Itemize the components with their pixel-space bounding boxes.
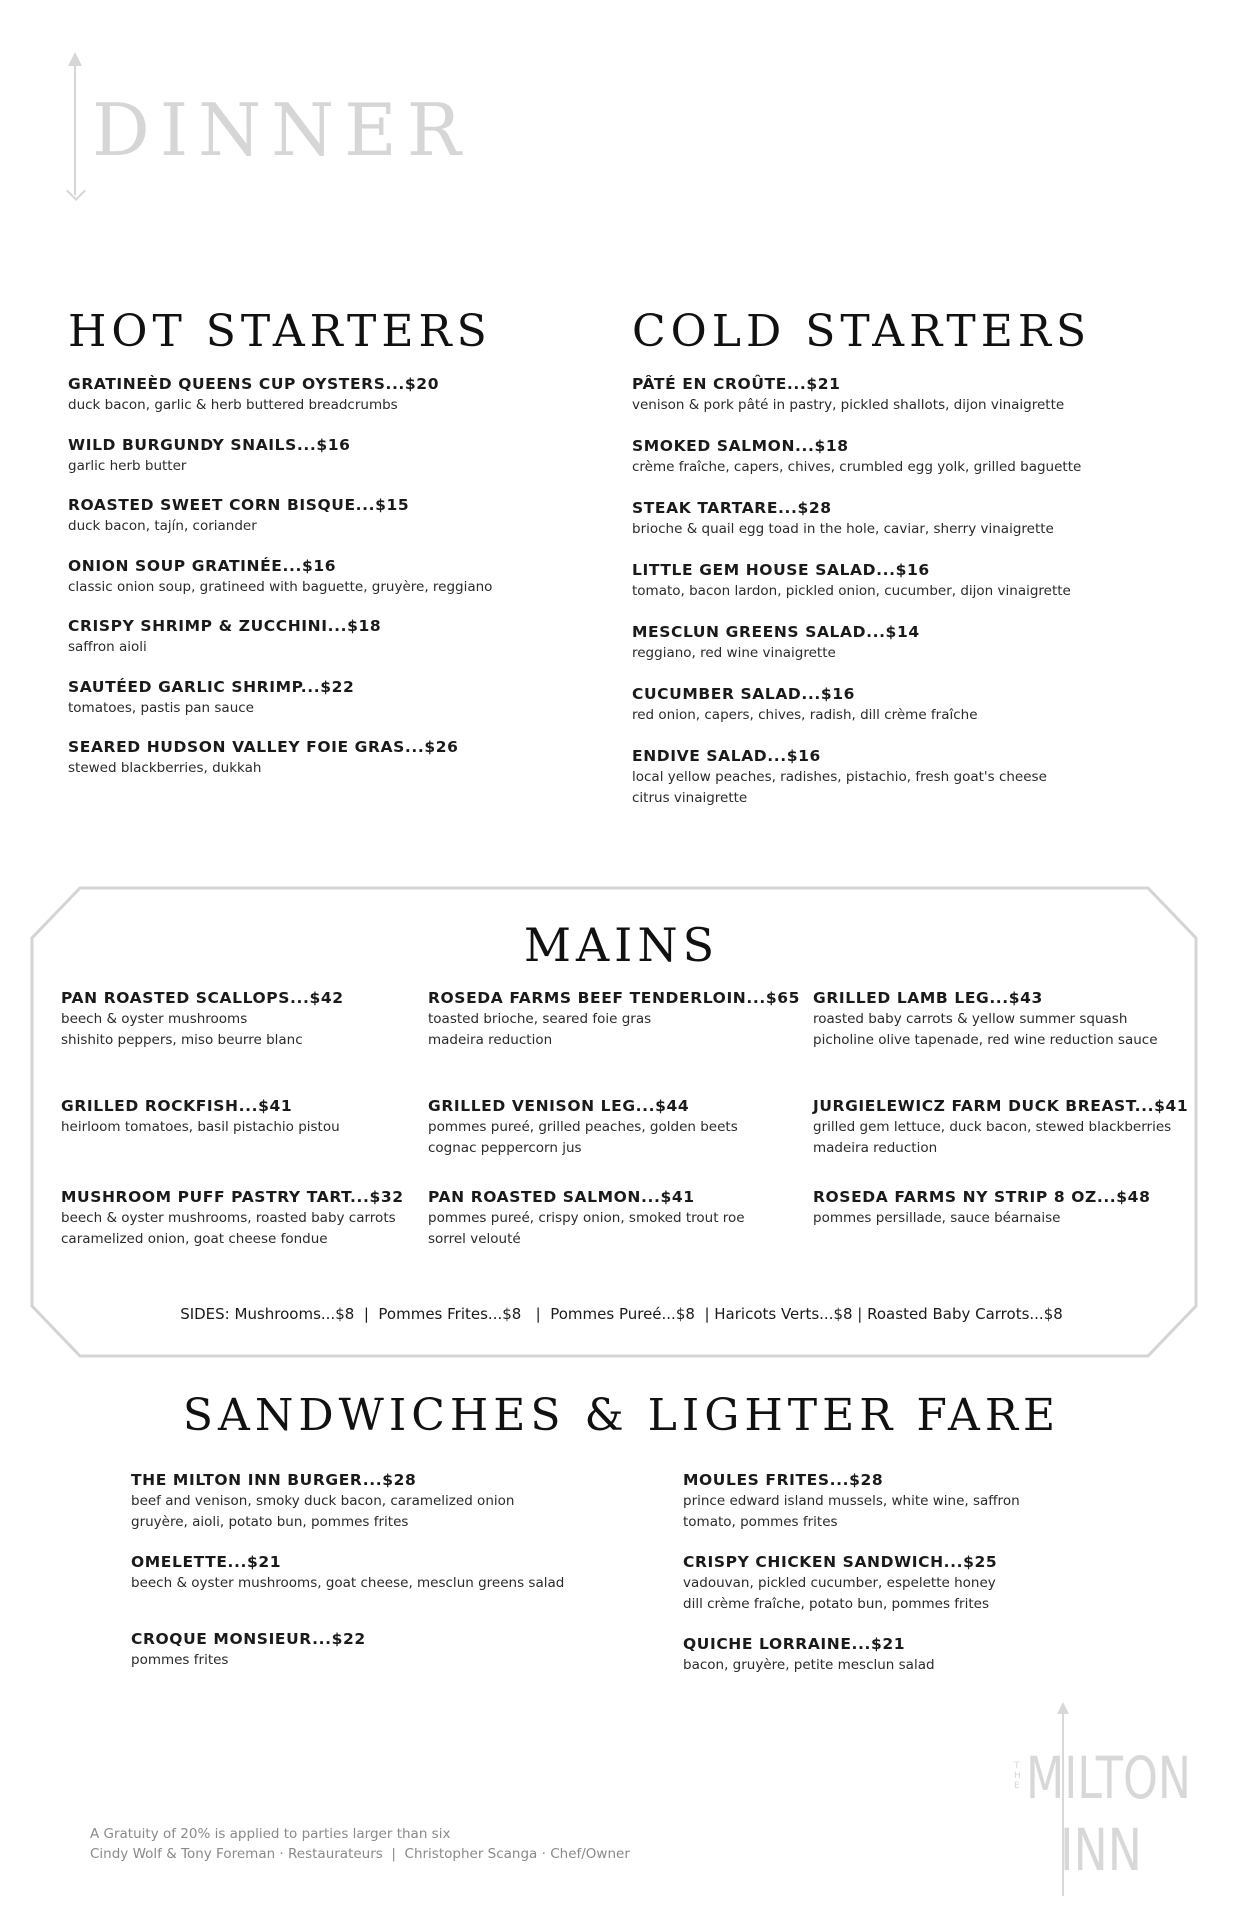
item-desc: heirloom tomatoes, basil pistachio pistou <box>61 1119 340 1135</box>
menu-item <box>68 677 354 719</box>
item-desc: beech & oyster mushrooms <box>61 1011 248 1027</box>
item-name: CRISPY CHICKEN SANDWICH...$25 <box>683 1553 998 1571</box>
item-desc: pommes pureé, grilled peaches, golden beets <box>428 1119 738 1135</box>
credits-line: Cindy Wolf & Tony Foreman · Restaurateurs | Christopher Scanga · Chef/Owner <box>90 1846 630 1862</box>
item-desc: crème fraîche, capers, chives, crumbled egg yolk, grilled baguette <box>632 459 1082 475</box>
item-desc: sorrel velouté <box>428 1231 521 1247</box>
item-desc: toasted brioche, seared foie gras <box>428 1011 652 1027</box>
menu-item <box>632 622 920 664</box>
item-desc: beech & oyster mushrooms, goat cheese, mesclun greens salad <box>131 1575 565 1591</box>
item-name: GRATINEÈD QUEENS CUP OYSTERS...$20 <box>68 375 440 393</box>
menu-item <box>428 1096 738 1159</box>
menu-item <box>68 556 492 598</box>
item-desc: beef and venison, smoky duck bacon, caramelized onion <box>131 1493 515 1509</box>
item-name: PÂTÉ EN CROÛTE...$21 <box>632 375 841 393</box>
gratuity-note: A Gratuity of 20% is applied to parties larger than six <box>90 1826 451 1842</box>
logo-the-text-h: H <box>1014 1771 1021 1781</box>
item-desc: shishito peppers, miso beurre blanc <box>61 1032 303 1048</box>
logo-the-text-e: E <box>1014 1781 1020 1791</box>
menu-item <box>632 684 978 726</box>
menu-item <box>683 1552 997 1615</box>
menu-item <box>131 1629 366 1671</box>
item-desc: tomatoes, pastis pan sauce <box>68 700 254 716</box>
item-desc: venison & pork pâté in pastry, pickled shallots, dijon vinaigrette <box>632 397 1065 413</box>
menu-item <box>632 436 1081 478</box>
sides-line: SIDES: Mushrooms...$8 | Pommes Frites...$8 | Pommes Pureé...$8 | Haricots Verts...$8 | Roasted Baby Carrots...$8 <box>180 1305 1063 1323</box>
item-name: GRILLED VENISON LEG...$44 <box>428 1097 690 1115</box>
menu-item <box>131 1552 564 1594</box>
menu-item <box>61 1187 404 1250</box>
item-desc: beech & oyster mushrooms, roasted baby carrots <box>61 1210 396 1226</box>
item-name: ONION SOUP GRATINÉE...$16 <box>68 557 337 575</box>
cold-starters-title: COLD STARTERS <box>632 306 1092 357</box>
item-desc: brioche & quail egg toad in the hole, caviar, sherry vinaigrette <box>632 521 1054 537</box>
menu-item <box>61 988 344 1051</box>
item-desc: caramelized onion, goat cheese fondue <box>61 1231 328 1247</box>
item-desc: stewed blackberries, dukkah <box>68 760 262 776</box>
item-desc: gruyère, aioli, potato bun, pommes frites <box>131 1514 409 1530</box>
item-desc: vadouvan, pickled cucumber, espelette honey <box>683 1575 996 1591</box>
menu-item <box>813 1096 1188 1159</box>
item-desc: pommes persillade, sauce béarnaise <box>813 1210 1061 1226</box>
item-desc: madeira reduction <box>428 1032 553 1048</box>
item-name: MUSHROOM PUFF PASTRY TART...$32 <box>61 1188 404 1206</box>
item-name: WILD BURGUNDY SNAILS...$16 <box>68 436 351 454</box>
milton-inn-logo <box>1010 1700 1200 1900</box>
menu-item <box>632 560 1071 602</box>
item-name: QUICHE LORRAINE...$21 <box>683 1635 906 1653</box>
menu-item <box>632 498 1054 540</box>
item-name: GRILLED LAMB LEG...$43 <box>813 989 1043 1007</box>
item-name: SMOKED SALMON...$18 <box>632 437 849 455</box>
item-name: SEARED HUDSON VALLEY FOIE GRAS...$26 <box>68 738 459 756</box>
item-desc: madeira reduction <box>813 1140 938 1156</box>
item-name: CROQUE MONSIEUR...$22 <box>131 1630 366 1648</box>
item-name: GRILLED ROCKFISH...$41 <box>61 1097 293 1115</box>
item-name: CUCUMBER SALAD...$16 <box>632 685 855 703</box>
item-desc: citrus vinaigrette <box>632 790 748 806</box>
menu-item <box>68 737 459 779</box>
item-desc: picholine olive tapenade, red wine reduction sauce <box>813 1032 1158 1048</box>
arrow-head-icon <box>68 52 82 66</box>
item-desc: tomato, bacon lardon, pickled onion, cucumber, dijon vinaigrette <box>632 583 1071 599</box>
item-name: MESCLUN GREENS SALAD...$14 <box>632 623 920 641</box>
mains-title: MAINS <box>523 918 720 972</box>
item-desc: saffron aioli <box>68 639 147 655</box>
title-decoration-line <box>74 60 76 195</box>
menu-item <box>68 374 439 416</box>
logo-the-text: T <box>1014 1761 1020 1771</box>
item-desc: bacon, gruyère, petite mesclun salad <box>683 1657 935 1673</box>
item-name: PAN ROASTED SCALLOPS...$42 <box>61 989 344 1007</box>
item-name: PAN ROASTED SALMON...$41 <box>428 1188 695 1206</box>
item-name: ENDIVE SALAD...$16 <box>632 747 821 765</box>
hot-starters-title: HOT STARTERS <box>68 306 492 357</box>
menu-item <box>428 1187 745 1250</box>
item-desc: reggiano, red wine vinaigrette <box>632 645 836 661</box>
logo-milton-text: MILTON <box>1026 1744 1191 1812</box>
item-name: OMELETTE...$21 <box>131 1553 282 1571</box>
menu-item <box>632 374 1064 416</box>
menu-item <box>683 1634 935 1676</box>
item-desc: pommes pureé, crispy onion, smoked trout roe <box>428 1210 745 1226</box>
item-desc: grilled gem lettuce, duck bacon, stewed blackberries <box>813 1119 1172 1135</box>
arrow-tail-icon <box>66 181 86 201</box>
item-desc: garlic herb butter <box>68 458 187 474</box>
item-name: THE MILTON INN BURGER...$28 <box>131 1471 417 1489</box>
item-desc: duck bacon, tajín, coriander <box>68 518 257 534</box>
item-desc: pommes frites <box>131 1652 229 1668</box>
menu-item <box>131 1470 514 1533</box>
item-name: JURGIELEWICZ FARM DUCK BREAST...$41 <box>813 1097 1189 1115</box>
item-name: ROSEDA FARMS NY STRIP 8 OZ...$48 <box>813 1188 1151 1206</box>
item-desc: tomato, pommes frites <box>683 1514 838 1530</box>
item-name: SAUTÉED GARLIC SHRIMP...$22 <box>68 678 355 696</box>
item-name: MOULES FRITES...$28 <box>683 1471 884 1489</box>
menu-item <box>68 435 351 477</box>
item-desc: duck bacon, garlic & herb buttered breadcrumbs <box>68 397 398 413</box>
menu-item <box>632 746 1047 809</box>
menu-item <box>428 988 800 1051</box>
item-name: ROSEDA FARMS BEEF TENDERLOIN...$65 <box>428 989 801 1007</box>
item-name: CRISPY SHRIMP & ZUCCHINI...$18 <box>68 617 382 635</box>
menu-item <box>68 616 381 658</box>
item-desc: cognac peppercorn jus <box>428 1140 582 1156</box>
item-name: LITTLE GEM HOUSE SALAD...$16 <box>632 561 930 579</box>
menu-item <box>683 1470 1020 1533</box>
menu-item <box>813 1187 1150 1229</box>
item-desc: red onion, capers, chives, radish, dill crème fraîche <box>632 707 978 723</box>
menu-item <box>68 495 409 537</box>
item-desc: roasted baby carrots & yellow summer squash <box>813 1011 1128 1027</box>
item-name: ROASTED SWEET CORN BISQUE...$15 <box>68 496 410 514</box>
item-desc: dill crème fraîche, potato bun, pommes frites <box>683 1596 989 1612</box>
item-desc: classic onion soup, gratineed with baguette, gruyère, reggiano <box>68 579 493 595</box>
item-desc: local yellow peaches, radishes, pistachio, fresh goat's cheese <box>632 769 1047 785</box>
item-name: STEAK TARTARE...$28 <box>632 499 832 517</box>
menu-item <box>813 988 1158 1051</box>
logo-inn-text: INN <box>1060 1816 1142 1884</box>
page-title: DINNER <box>92 88 471 172</box>
menu-item <box>61 1096 340 1138</box>
item-desc: prince edward island mussels, white wine, saffron <box>683 1493 1020 1509</box>
sandwiches-title: SANDWICHES & LIGHTER FARE <box>182 1390 1061 1441</box>
